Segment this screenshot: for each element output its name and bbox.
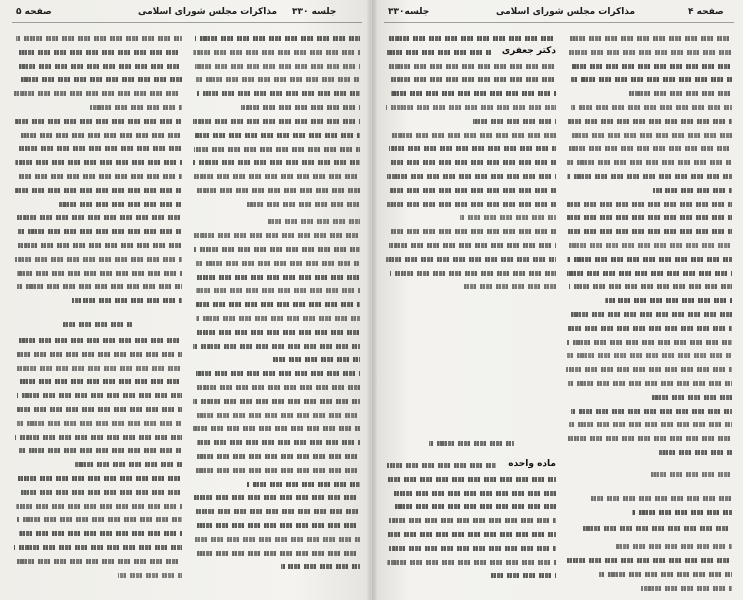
text-line <box>17 284 183 289</box>
session-number: جلسه۳۳۰ <box>388 7 430 17</box>
text-line <box>193 385 360 390</box>
text-line <box>18 229 183 234</box>
text-line <box>19 448 182 453</box>
text-line <box>567 340 732 345</box>
text-line <box>194 275 360 280</box>
text-line <box>387 174 556 179</box>
text-line <box>429 441 514 446</box>
text-line <box>193 119 361 124</box>
text-column <box>14 0 182 600</box>
text-line <box>16 504 182 509</box>
article-heading: ماده واحده <box>505 458 556 470</box>
text-line <box>567 174 732 179</box>
page-gutter <box>367 0 377 600</box>
text-line <box>15 243 182 248</box>
text-line <box>193 344 360 349</box>
text-line <box>632 510 732 515</box>
text-line <box>389 77 556 82</box>
text-line <box>389 518 556 523</box>
text-line <box>16 36 182 41</box>
text-line <box>273 357 360 362</box>
text-line <box>19 379 182 384</box>
page-number: صفحه ۵ <box>16 7 52 17</box>
text-line <box>568 229 733 234</box>
text-line <box>591 496 732 501</box>
text-line <box>567 243 733 248</box>
text-line <box>195 468 361 473</box>
text-line <box>196 371 360 376</box>
text-line <box>14 91 182 96</box>
text-line <box>14 545 182 550</box>
text-line <box>391 160 556 165</box>
text-line <box>570 77 733 82</box>
session-number: جلسه ۳۳۰ <box>292 7 337 17</box>
text-column <box>386 0 556 600</box>
text-line <box>192 233 360 238</box>
text-line <box>194 509 360 514</box>
text-line <box>18 338 182 343</box>
text-line <box>17 77 182 82</box>
text-line <box>15 215 182 220</box>
publication-title: مذاکرات مجلس شورای اسلامی <box>138 7 278 17</box>
page-number: صفحه ۴ <box>688 7 724 17</box>
text-line <box>19 490 182 495</box>
text-line <box>567 271 732 276</box>
text-line <box>281 564 360 569</box>
text-line <box>641 586 732 591</box>
text-line <box>18 64 182 69</box>
text-line <box>196 413 360 418</box>
text-line <box>193 174 360 179</box>
text-line <box>389 546 556 551</box>
text-line <box>658 450 733 455</box>
text-line <box>627 91 732 96</box>
text-line <box>570 64 732 69</box>
text-line <box>15 257 182 262</box>
text-line <box>195 133 360 138</box>
text-line <box>390 271 556 276</box>
text-line <box>194 330 360 335</box>
text-line <box>17 407 182 412</box>
text-line <box>386 105 556 110</box>
text-line <box>194 147 360 152</box>
text-line <box>387 50 492 55</box>
text-line <box>568 133 732 138</box>
text-line <box>196 288 360 293</box>
text-line <box>90 105 182 110</box>
text-line <box>648 395 732 400</box>
text-line <box>197 551 360 556</box>
text-line <box>567 202 732 207</box>
text-line <box>616 544 732 549</box>
text-line <box>194 495 360 500</box>
text-line <box>391 504 556 509</box>
text-line <box>72 298 182 303</box>
text-line <box>566 367 732 372</box>
text-line <box>196 77 360 82</box>
text-line <box>473 119 556 124</box>
speaker-name: دکتر جعفری <box>499 45 556 57</box>
text-line <box>16 146 182 151</box>
text-line <box>193 188 360 193</box>
text-line <box>389 188 556 193</box>
text-line <box>17 559 182 564</box>
text-line <box>386 202 556 207</box>
text-line <box>567 215 732 220</box>
text-line <box>566 50 732 55</box>
text-line <box>118 573 182 578</box>
text-line <box>197 91 360 96</box>
text-line <box>193 50 360 55</box>
text-line <box>566 436 732 441</box>
text-line <box>19 174 182 179</box>
text-line <box>649 472 732 477</box>
text-line <box>15 119 182 124</box>
text-line <box>391 91 556 96</box>
text-line <box>568 146 732 151</box>
text-line <box>63 322 134 327</box>
text-line <box>193 399 360 404</box>
text-line <box>19 531 182 536</box>
text-line <box>241 105 360 110</box>
text-line <box>197 523 360 528</box>
text-line <box>19 50 183 55</box>
text-line <box>15 188 182 193</box>
text-line <box>196 316 360 321</box>
text-line <box>571 105 732 110</box>
text-line <box>268 219 360 224</box>
text-line <box>15 160 182 165</box>
text-line <box>389 243 556 248</box>
text-line <box>567 353 732 358</box>
text-line <box>17 421 182 426</box>
text-line <box>195 537 360 542</box>
text-line <box>17 517 182 522</box>
text-line <box>195 64 361 69</box>
text-line <box>568 119 732 124</box>
text-line <box>567 257 732 262</box>
text-column <box>192 0 360 600</box>
text-line <box>388 36 556 41</box>
text-line <box>460 215 556 220</box>
text-line <box>460 284 556 289</box>
text-line <box>605 298 732 303</box>
text-line <box>567 160 732 165</box>
text-line <box>569 36 732 41</box>
text-line <box>491 573 556 578</box>
text-line <box>388 133 556 138</box>
text-line <box>571 409 732 414</box>
text-line <box>387 463 496 468</box>
text-line <box>16 476 182 481</box>
text-line <box>387 64 556 69</box>
text-line <box>387 560 556 565</box>
text-line <box>567 312 732 317</box>
text-line <box>192 426 360 431</box>
text-line <box>15 366 182 371</box>
text-line <box>568 381 732 386</box>
text-line <box>599 572 732 577</box>
text-line <box>17 393 182 398</box>
text-line <box>388 532 556 537</box>
text-line <box>247 482 360 487</box>
text-line <box>196 302 360 307</box>
text-line <box>197 440 360 445</box>
text-line <box>15 435 182 440</box>
publication-title: مذاکرات مجلس شورای اسلامی <box>496 7 636 17</box>
text-line <box>196 261 360 266</box>
text-line <box>391 229 556 234</box>
text-line <box>566 558 732 563</box>
text-line <box>390 491 556 496</box>
text-line <box>569 284 732 289</box>
text-line <box>653 188 732 193</box>
text-column <box>566 0 732 600</box>
text-line <box>17 352 182 357</box>
text-line <box>388 477 556 482</box>
text-line <box>195 36 360 41</box>
text-line <box>194 247 360 252</box>
text-line <box>17 271 183 276</box>
text-line <box>389 146 556 151</box>
text-line <box>196 454 360 459</box>
text-line <box>568 326 732 331</box>
text-line <box>386 257 556 262</box>
text-line <box>583 526 732 531</box>
text-line <box>569 422 732 427</box>
text-line <box>19 133 182 138</box>
text-line <box>59 202 182 207</box>
text-line <box>193 160 360 165</box>
text-line <box>244 202 360 207</box>
text-line <box>74 462 182 467</box>
